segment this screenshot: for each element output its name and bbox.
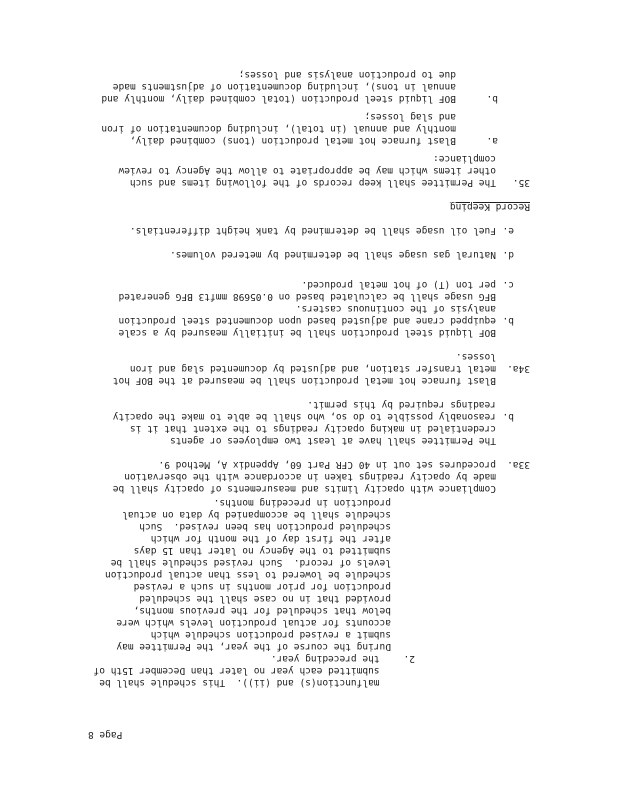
body-line: after the first day of the month for which (150, 533, 391, 544)
body-line: other items which may be appropriate to allow the Agency to review (118, 165, 496, 176)
body-line: schedule shall be accompanied by data on actual (122, 509, 391, 520)
body-line: Compliance with opacity limits and measurements of opacity shall be (112, 483, 496, 494)
body-line: BFG usage shall be calculated based on 0.05698 mmft3 BFG generated (118, 291, 496, 302)
body-line: Fuel oil usage shall be determined by tank height differentials. (129, 225, 496, 236)
body-line: made by opacity readings taken in accordance with the observation (124, 471, 496, 482)
list-marker: b. (486, 93, 498, 104)
body-line: BOF liquid steel production (total combined daily, monthly and (101, 93, 456, 104)
list-marker: a. (486, 135, 498, 146)
body-line: readings required by this permit. (307, 399, 496, 410)
list-marker: 2. (403, 653, 415, 664)
list-marker: b. (502, 411, 514, 422)
body-line: below that scheduled for the previous months, (133, 605, 391, 616)
body-line: equipped crane and adjusted based upon documented steel production (118, 315, 496, 326)
body-line: losses. (455, 351, 496, 362)
list-marker: d. (502, 249, 514, 260)
body-line: annual in tons), including documentation of adjustments made (112, 81, 456, 92)
body-line: malfunction(s) and (ii)). This schedule shall be (99, 677, 391, 688)
list-marker: 34a. (507, 363, 530, 374)
body-line: During the course of the year, the Permittee may (116, 641, 391, 652)
list-marker: e. (502, 225, 514, 236)
body-line: reasonably possible to do so, who shall be able to make the opacity (112, 411, 496, 422)
body-line: Natural gas usage shall be determined by metered volumes. (169, 249, 496, 260)
body-line: submitted to the Agency no later than 15 days (133, 545, 391, 556)
body-line: submit a revised production schedule which (150, 629, 391, 640)
body-line: and slag losses; (364, 111, 456, 122)
body-line: Blast furnace hot metal production (tons) combined daily, (129, 135, 456, 146)
body-line: per ton (T) of hot metal produced. (301, 279, 496, 290)
body-line: due to production analysis and losses; (238, 69, 456, 80)
list-marker: c. (502, 279, 514, 290)
body-line: metal transfer station, and adjusted by documented slag and iron (129, 363, 496, 374)
body-line: The Permittee shall have at least two employees or agents (169, 435, 496, 446)
body-line: The Permittee shall keep records of the following items and such (129, 177, 496, 188)
body-line: production for prior months in such a revised (133, 581, 391, 592)
body-line: provided that in no case shall the scheduled (139, 593, 391, 604)
body-line: analysis of the continuous casters. (295, 303, 496, 314)
body-line: BOF liquid steel production shall be initially measured by a scale (118, 327, 496, 338)
body-line: accounts for actual production levels which were (116, 617, 391, 628)
list-marker: b. (502, 315, 514, 326)
body-line: levels of record. Such revised schedule shall be (110, 557, 391, 568)
body-line: Blast furnace hot metal production shall be measured at the BOF hot (112, 375, 496, 386)
body-line: compliance: (433, 153, 496, 164)
list-marker: 33a. (507, 459, 530, 470)
body-line: the preceding year. (270, 653, 391, 664)
body-line: schedule be lowered to less than actual production (105, 569, 391, 580)
body-line: submitted each year no later than December 15th of (93, 665, 391, 676)
body-line: procedures set out in 40 CFR Part 60, Appendix A, Method 9. (158, 459, 496, 470)
list-marker: 35. (512, 177, 530, 188)
section-heading: Record Keeping (449, 201, 530, 212)
body-line: monthly and annual (in total), including documentation of iron (101, 123, 456, 134)
body-line: production in preceding months. (213, 497, 391, 508)
body-line: scheduled production has been revised. Such (139, 521, 391, 532)
body-line: credentialed in making opacity readings to the extent that it is (129, 423, 496, 434)
page-number: Page 8 (88, 729, 123, 740)
